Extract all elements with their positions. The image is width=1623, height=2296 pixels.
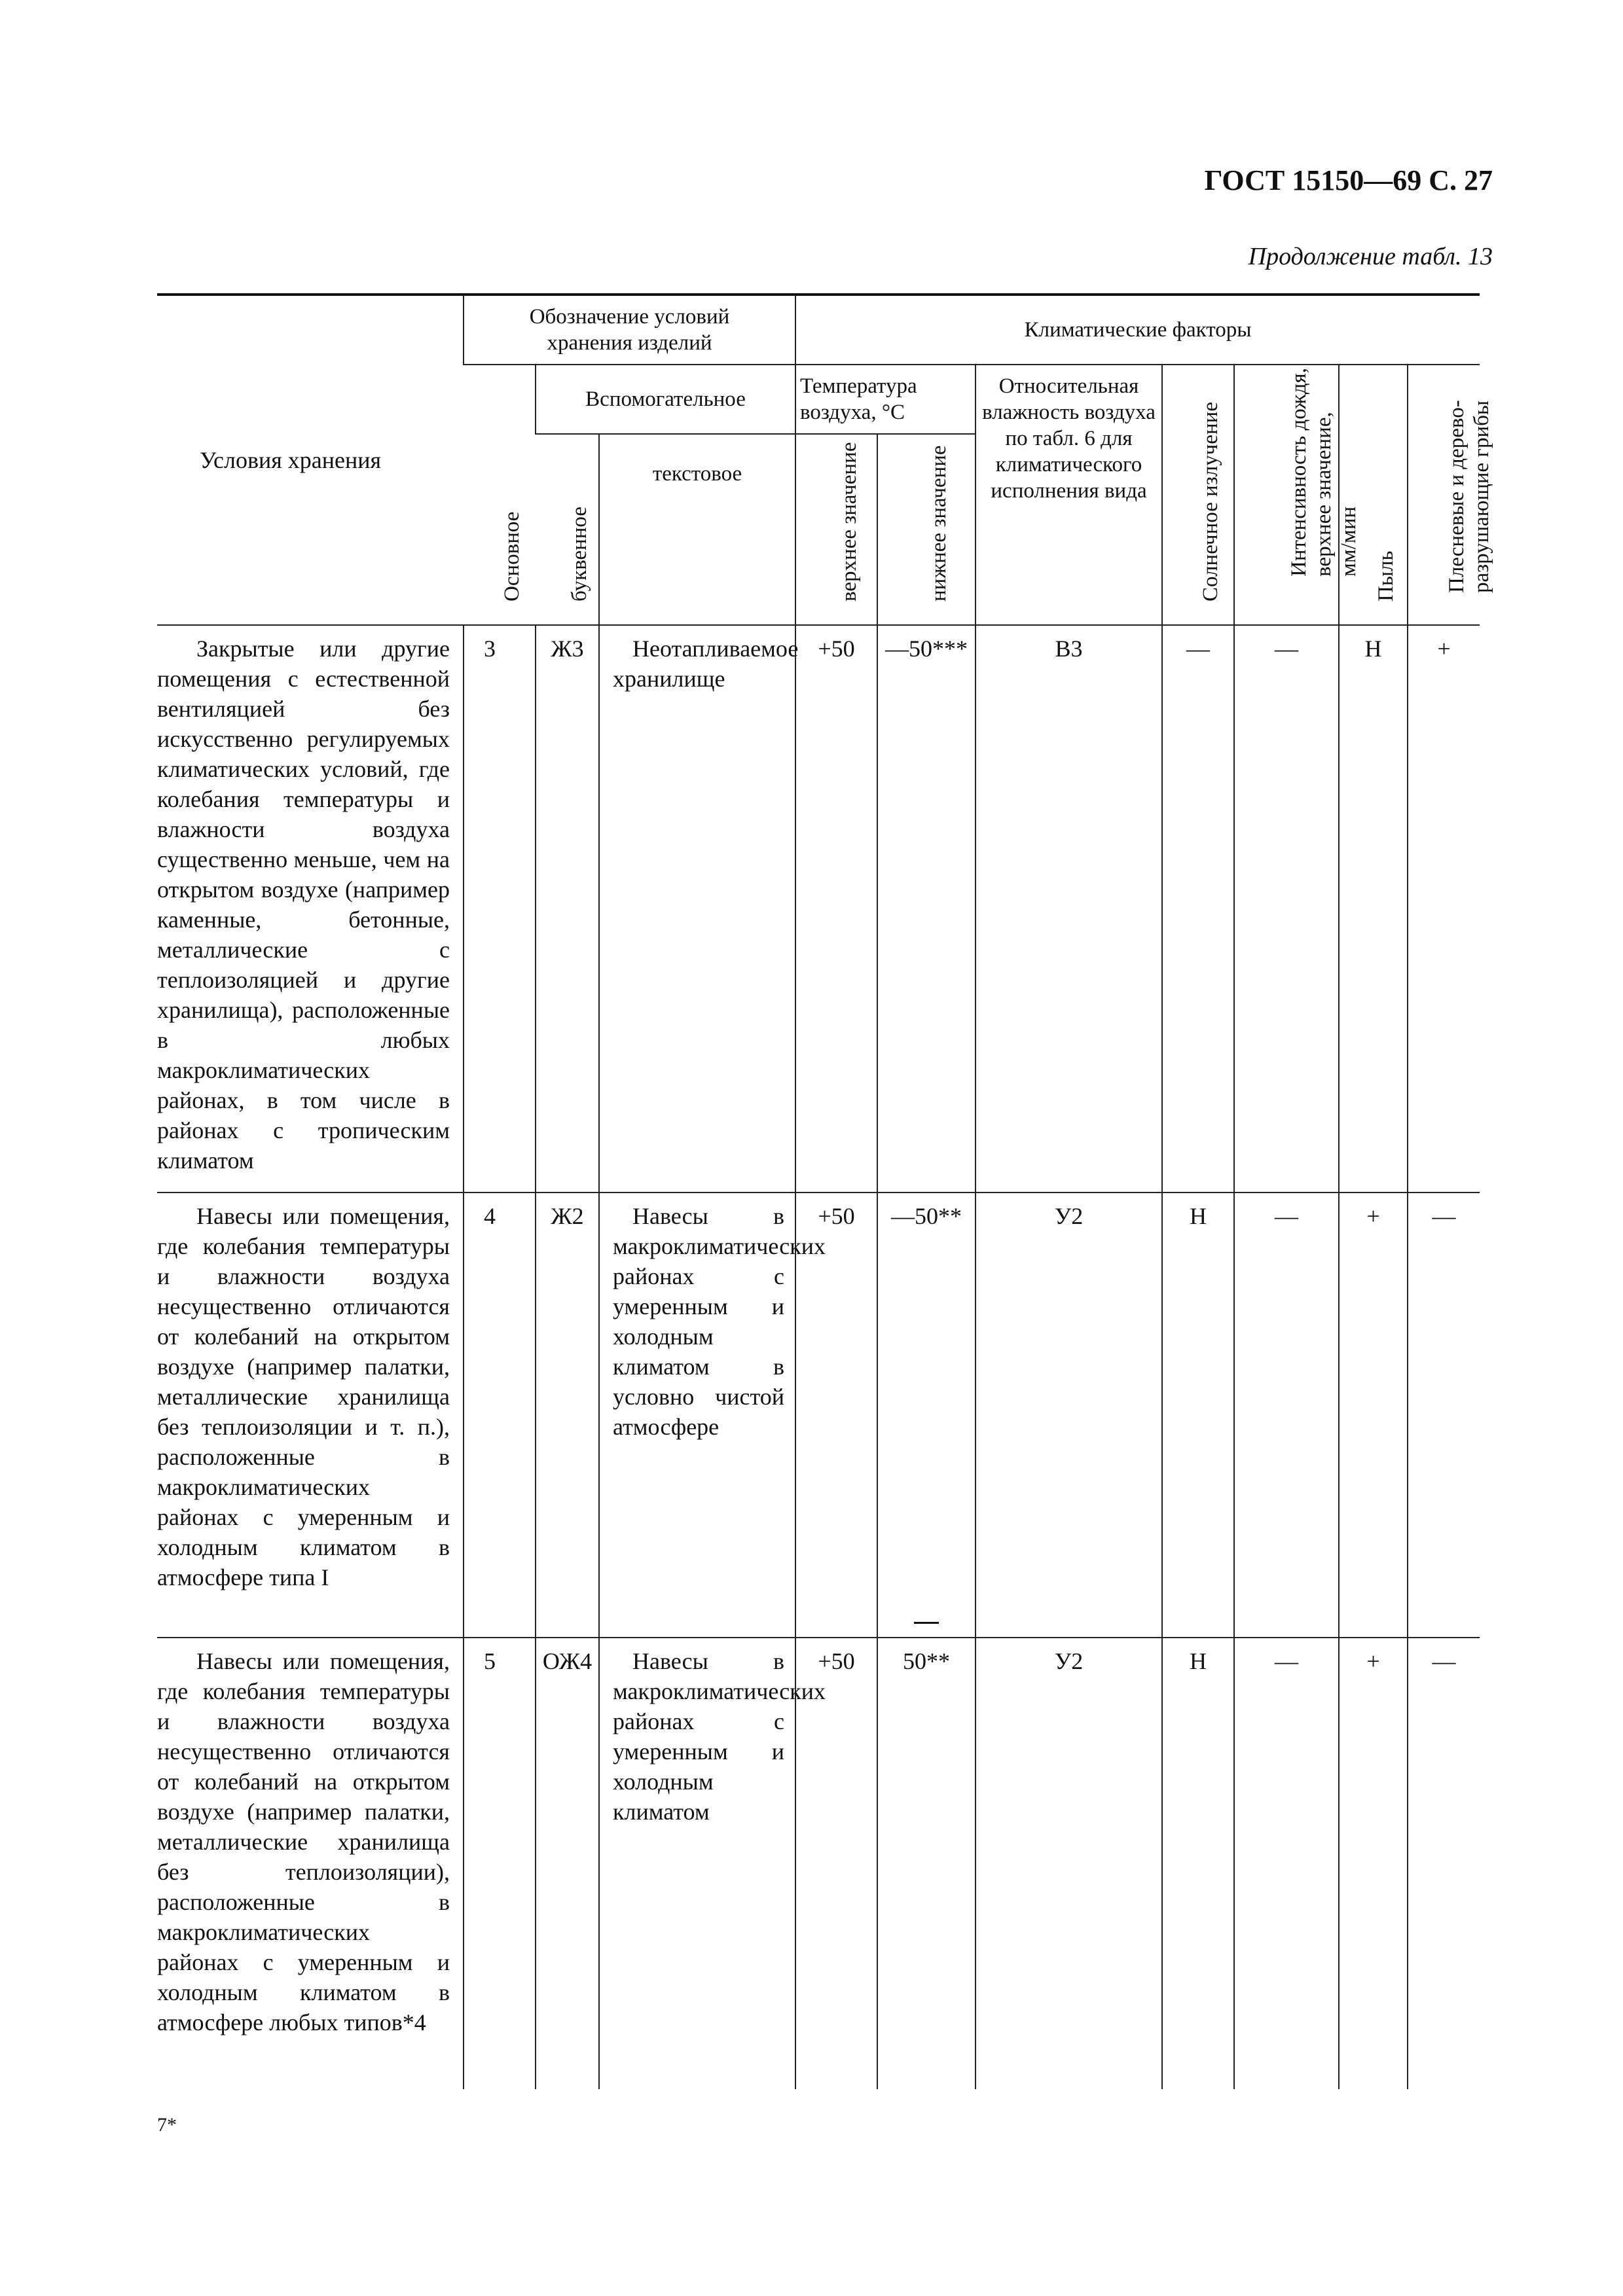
row1-dust: Н (1339, 625, 1408, 1193)
table-row (157, 1638, 1480, 2089)
header-textual: текстовое (599, 434, 795, 625)
header-designation-group: Обозначение условий хранения изделий (464, 295, 795, 365)
row2-upper: +50 (795, 1193, 877, 1638)
header-letter: буквенное (536, 434, 599, 625)
row3-solar: Н (1162, 1638, 1234, 2089)
row2-lower: —50** (877, 1193, 976, 1638)
header-lower: нижнее значение (877, 434, 976, 625)
row3-fungi: — (1408, 1638, 1480, 2089)
table-continuation-note: Продолжение табл. 13 (1248, 243, 1493, 270)
header-climatic-factors: Климатические факторы (795, 295, 1480, 365)
page-mark: 7* (157, 2114, 177, 2136)
minus-sign-mark (914, 1622, 939, 1624)
row1-fungi: + (1408, 625, 1480, 1193)
row1-lower: —50*** (877, 625, 976, 1193)
header-rain-line2: верхнее значение, (1312, 412, 1336, 577)
row3-humidity: У2 (976, 1638, 1162, 2089)
row1-upper: +50 (795, 625, 877, 1193)
row3-rain: — (1234, 1638, 1339, 2089)
header-main: Основное (464, 365, 536, 625)
row3-lower: 50** (877, 1638, 976, 2089)
header-dust: Пыль (1339, 365, 1408, 625)
header-temperature: Температура воздуха, °С (795, 365, 976, 434)
header-fungi-line1: Плесневые и дерево- (1444, 400, 1468, 593)
header-rain-line1: Интенсивность дождя, (1287, 368, 1311, 577)
row1-letter: Ж3 (536, 625, 599, 1193)
storage-conditions-table (157, 293, 1493, 2089)
header-conditions: Условия хранения (157, 295, 464, 625)
row2-letter: Ж2 (536, 1193, 599, 1638)
row3-letter: ОЖ4 (536, 1638, 599, 2089)
row3-dust: + (1339, 1638, 1408, 2089)
row2-conditions: Навесы или помещения, где колебания температуры и влажности воздуха несущественно отличаются от колебаний на открытом воздухе (например палатки, металлические хранилища без теплоизоляции и т. п.), расположенные в макроклиматических районах с умеренным и холодным климатом в атмосфере типа I (157, 1193, 464, 1638)
row3-conditions: Навесы или помещения, где колебания температуры и влажности воздуха несущественно отличаются от колебаний на открытом воздухе (например палатки, металлические хранилища без теплоизоляции), расположенные в макроклиматических районах с умеренным и холодным климатом в атмосфере любых типов*4 (157, 1648, 450, 2036)
row3-main: 5 (464, 1638, 536, 2089)
header-rain-line3: мм/мин (1337, 506, 1361, 577)
table-row (157, 1193, 1480, 1638)
row3-textual: Навесы в макроклиматических районах с умеренным и холодным климатом (599, 1638, 795, 2089)
row2-rain: — (1234, 1193, 1339, 1638)
row1-rain: — (1234, 625, 1339, 1193)
row2-fungi: — (1408, 1193, 1480, 1638)
header-humidity: Относительная влажность воздуха по табл. 6 для климатического исполнения вида (976, 365, 1162, 625)
header-solar: Солнечное излучение (1162, 365, 1234, 625)
document-title: ГОСТ 15150—69 С. 27 (1204, 164, 1493, 196)
row2-textual: Навесы в макроклиматических районах с умеренным и холодным климатом в условно чистой атмосфере (599, 1193, 795, 1638)
row1-textual: Неотапливаемое хранилище (599, 625, 795, 1193)
header-fungi-line2: разрушающие грибы (1469, 400, 1493, 593)
header-rain (1234, 365, 1361, 625)
row1-humidity: В3 (976, 625, 1162, 1193)
header-auxiliary: Вспомогательное (536, 365, 795, 434)
row1-main: 3 (464, 625, 536, 1193)
row3-upper: +50 (795, 1638, 877, 2089)
header-fungi (1408, 365, 1493, 625)
row2-main: 4 (464, 1193, 536, 1638)
row2-solar: Н (1162, 1193, 1234, 1638)
table-row (157, 625, 1480, 1193)
row1-conditions: Закрытые или другие помещения с естественной вентиляцией без искусственно регулируемых климатических условий, где колебания температуры и влажности воздуха существенно меньше, чем на открытом воздухе (например каменные, бетонные, металлические с теплоизоляцией и другие хранилища), расположенные в любых макроклиматических районах, в том числе в районах с тропическим климатом (157, 625, 464, 1193)
row2-humidity: У2 (976, 1193, 1162, 1638)
header-upper: верхнее значение (795, 434, 877, 625)
row1-solar: — (1162, 625, 1234, 1193)
row2-dust: + (1339, 1193, 1408, 1638)
